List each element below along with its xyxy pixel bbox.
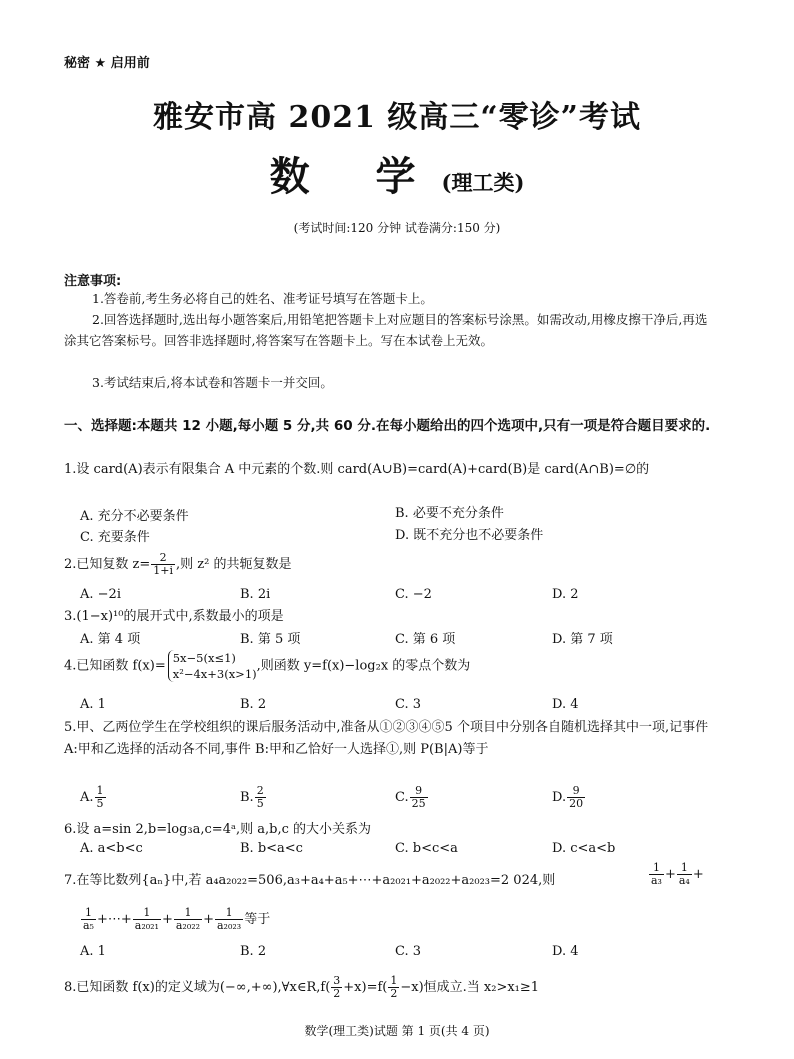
q2-fraction [151,552,175,577]
subject-type: (理工类) [441,170,525,195]
q7-frac-a2023 [215,907,243,932]
q1-option-d: D. 既不充分也不必要条件 [395,528,544,543]
q2-num: 2 [151,552,175,565]
question-6-stem: 6.设 a=sin 2,b=log₃a,c=4ᵃ,则 a,b,c 的大小关系为 [64,822,372,837]
q7-one: 1 [81,907,96,920]
confidential-label: 秘密 ★ 启用前 [64,56,150,71]
q8-post: −x)恒成立.当 x₂>x₁≥1 [400,980,540,995]
q7-plus: + [692,867,704,882]
q7-frac-a4 [677,862,692,887]
q5-d-num: 9 [567,785,585,798]
q7-frac-a2021 [133,907,161,932]
q7-option-c: C. 3 [395,944,422,959]
q5-c-num: 9 [410,785,428,798]
q5-a-den: 5 [96,797,104,810]
q8-den-2: 2 [390,987,398,1000]
q4-option-c: C. 3 [395,697,422,712]
q4-option-a: A. 1 [80,697,106,712]
q6-option-c: C. b<c<a [395,841,458,856]
q7-one: 1 [174,907,202,920]
q4-post: ,则函数 y=f(x)−log₂x 的零点个数为 [256,658,471,674]
q7-head-terms [648,862,704,887]
q7-option-a: A. 1 [80,944,106,959]
q2-post: ,则 z² 的共轭复数是 [176,557,292,572]
q7-plus: + [203,912,214,927]
section-heading: 一、选择题:本题共 12 小题,每小题 5 分,共 60 分.在每小题给出的四个选项中,只有一项是符合题目要求的. [64,418,711,434]
q5-option-c [395,785,429,810]
q6-option-a: A. a<b<c [80,841,143,856]
q5-b-den: 5 [256,797,264,810]
q5-b-num: 2 [256,784,264,797]
q7-tail: 等于 [244,912,271,927]
q3-option-b: B. 第 5 项 [240,632,301,647]
q8-den-1: 2 [333,987,341,1000]
q7-den-a2021: a₂₀₂₁ [134,919,159,932]
q2-option-b: B. 2i [240,587,271,602]
q5-c-den: 25 [411,797,426,810]
q7-one: 1 [215,907,243,920]
question-7-stem: 7.在等比数列{aₙ}中,若 a₄a₂₀₂₂=506,a₃+a₄+a₅+⋯+a₂₀₂₁+a₂₀₂₂+a₂₀₂₃=2 024,则 [64,873,556,888]
exam-title: 雅安市高 2021 级高三“零诊”考试 [153,100,641,135]
q5-a-label: A. [80,790,94,805]
q8-pre: 8.已知函数 f(x)的定义域为(−∞,+∞),∀x∈R,f( [64,980,331,995]
question-2-stem [64,552,724,577]
q5-a-fraction [95,785,106,810]
question-4-stem [64,650,724,682]
subject-title [0,145,794,202]
q7-den-a3: a₃ [651,874,662,887]
q4-case-2: x²−4x+3(x>1) [172,667,257,681]
q5-option-a [80,785,107,810]
q7-den-a2022: a₂₀₂₂ [175,919,201,932]
q5-b-label: B. [240,790,254,805]
q7-one: 1 [677,862,692,875]
note-item: 1.答卷前,考生务必将自己的姓名、准考证号填写在答题卡上。 [92,291,433,306]
q7-frac-a3 [649,862,664,887]
q1-option-a: A. 充分不必要条件 [80,509,189,524]
q2-option-d: D. 2 [552,587,579,602]
q2-den: 1+i [153,564,174,577]
note-item: 3.考试结束后,将本试卷和答题卡一并交回。 [92,375,333,390]
q7-plus: + [664,867,676,882]
q5-d-fraction [567,785,585,810]
q8-frac-2 [388,975,399,1000]
q7-one: 1 [133,907,161,920]
subject-name: 数 学 [269,153,442,200]
q2-option-c: C. −2 [395,587,432,602]
q7-plus: + [161,912,173,927]
q7-den-a4: a₄ [678,874,690,887]
q6-option-d: D. c<a<b [552,841,616,856]
q7-den-a5: a₅ [83,919,94,932]
q3-option-d: D. 第 7 项 [552,632,613,647]
q3-option-a: A. 第 4 项 [80,632,141,647]
question-5-stem: 5.甲、乙两位学生在学校组织的课后服务活动中,准备从①②③④⑤5 个项目中分别各自随机选择其中一项,记事件 A:甲和乙选择的活动各不同,事件 B:甲和乙恰好一人选择①,则 P(B|A)等于 [64,720,709,757]
q8-num-1: 3 [333,974,341,987]
q7-tail-terms [80,907,270,932]
q4-pre: 4.已知函数 f(x)= [64,658,166,674]
q5-a-num: 1 [96,784,104,797]
question-8-stem [64,975,744,1000]
q1-option-b: B. 必要不充分条件 [395,506,504,521]
question-1-stem: 1.设 card(A)表示有限集合 A 中元素的个数.则 card(A∪B)=card(A)+card(B)是 card(A∩B)=∅的 [64,462,650,477]
q5-option-d [552,785,586,810]
q7-one: 1 [649,862,664,875]
q7-den-a2023: a₂₀₂₃ [216,919,242,932]
q3-option-c: C. 第 6 项 [395,632,456,647]
q2-pre: 2.已知复数 z= [64,557,151,572]
q6-option-b: B. b<a<c [240,841,303,856]
q4-option-d: D. 4 [552,697,579,712]
q5-d-label: D. [552,790,567,805]
q7-option-b: B. 2 [240,944,267,959]
note-item: 2.回答选择题时,选出每小题答案后,用铅笔把答题卡上对应题目的答案标号涂黑。如需改动,用橡皮擦干净后,再选涂其它答案标号。回答非选择题时,将答案写在答题卡上。写在本试卷上无效。 [64,312,708,348]
q5-c-fraction [410,785,428,810]
q4-case-1: 5x−5(x≤1) [172,651,236,665]
page-footer: 数学(理工类)试题 第 1 页(共 4 页) [304,1024,490,1038]
q8-num-2: 1 [390,974,398,987]
q5-d-den: 20 [569,797,584,810]
q7-dots: +⋯+ [96,912,132,927]
q5-c-label: C. [395,790,409,805]
q4-piecewise [168,650,257,682]
notes-heading: 注意事项: [64,274,122,289]
exam-meta: (考试时间:120 分钟 试卷满分:150 分) [293,221,501,235]
q7-option-d: D. 4 [552,944,579,959]
q2-option-a: A. −2i [80,587,121,602]
q7-frac-a5 [81,907,96,932]
question-3-stem: 3.(1−x)¹⁰的展开式中,系数最小的项是 [64,609,284,624]
q5-option-b [240,785,267,810]
q8-mid: +x)=f( [343,980,388,995]
q7-frac-a2022 [174,907,202,932]
q1-option-c: C. 充要条件 [80,530,150,545]
q5-b-fraction [255,785,266,810]
q8-frac-1 [331,975,342,1000]
q4-option-b: B. 2 [240,697,267,712]
